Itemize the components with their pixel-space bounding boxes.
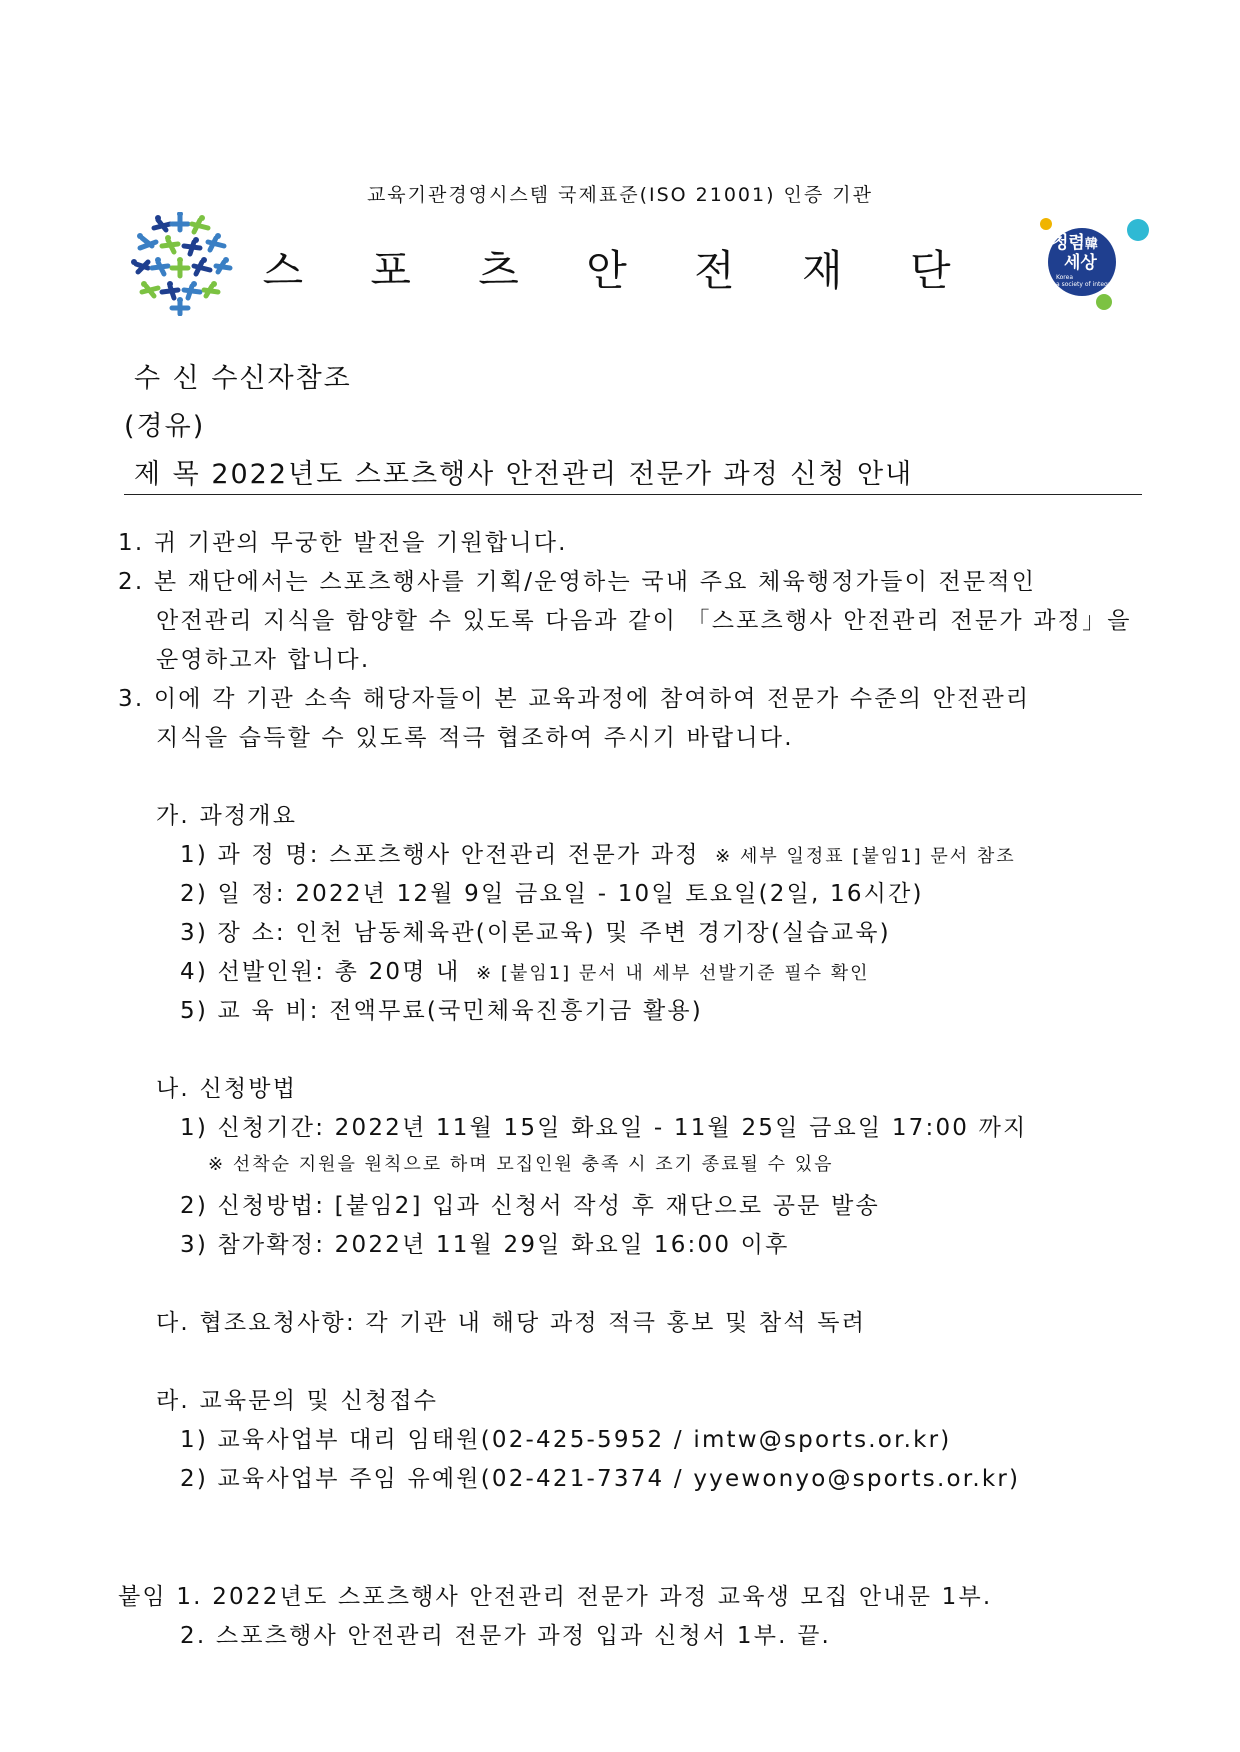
section-na-item-3: 3) 참가확정: 2022년 11월 29일 화요일 16:00 이후 [180, 1232, 790, 1258]
section-ga-item-2: 2) 일 정: 2022년 12월 9일 금요일 - 10일 토요일(2일, 16시간) [180, 881, 924, 907]
section-ra-item-2: 2) 교육사업부 주임 유예원(02-421-7374 / yyewonyo@sports.or.kr) [180, 1466, 1021, 1492]
section-na-item-2: 2) 신청방법: [붙임2] 입과 신청서 작성 후 재단으로 공문 발송 [180, 1193, 880, 1219]
section-ga-item-3: 3) 장 소: 인천 남동체육관(이론교육) 및 주변 경기장(실습교육) [180, 920, 891, 946]
section-ga-item-5: 5) 교 육 비: 전액무료(국민체육진흥기금 활용) [180, 998, 703, 1024]
via-line: (경유) [124, 411, 206, 442]
section-ga-item-1-text: 1) 과 정 명: 스포츠행사 안전관리 전문가 과정 [180, 842, 700, 868]
integrity-logo-word-2: 세상 [1064, 253, 1097, 273]
paragraph-2-line-2: 안전관리 지식을 함양할 수 있도록 다음과 같이 「스포츠행사 안전관리 전문가 과정」을 [156, 608, 1132, 634]
section-ga-item-4 [180, 953, 870, 986]
section-na-item-1-note: ※ 선착순 지원을 원칙으로 하며 모집인원 충족 시 조기 종료될 수 있음 [208, 1154, 834, 1175]
integrity-logo-hanja: 韓 [1084, 237, 1098, 252]
integrity-logo-caption-2: a society of integrity [1056, 281, 1118, 288]
recipient-line: 수 신 수신자참조 [134, 363, 352, 394]
header-divider [124, 494, 1142, 495]
paragraph-3-line-2: 지식을 습득할 수 있도록 적극 협조하여 주시기 바랍니다. [156, 725, 794, 751]
paragraph-1: 1. 귀 기관의 무궁한 발전을 기원합니다. [118, 530, 568, 556]
section-ga-item-1-note: ※ 세부 일정표 [붙임1] 문서 참조 [715, 846, 1016, 867]
subject-line: 제 목 2022년도 스포츠행사 안전관리 전문가 과정 신청 안내 [134, 459, 914, 490]
section-ra-item-1: 1) 교육사업부 대리 임태원(02-425-5952 / imtw@sports.or.kr) [180, 1427, 952, 1453]
integrity-logo-caption-1: Korea [1056, 274, 1074, 281]
attachment-1: 붙임 1. 2022년도 스포츠행사 안전관리 전문가 과정 교육생 모집 안내문 1부. [118, 1584, 993, 1610]
paragraph-3-line-1: 3. 이에 각 기관 소속 해당자들이 본 교육과정에 참여하여 전문가 수준의 안전관리 [118, 686, 1031, 712]
attachment-2: 2. 스포츠행사 안전관리 전문가 과정 입과 신청서 1부. 끝. [180, 1623, 832, 1649]
integrity-logo-icon [1038, 216, 1150, 312]
section-ga-item-4-note: ※ [붙임1] 문서 내 세부 선발기준 필수 확인 [476, 963, 870, 984]
section-da-title: 다. 협조요청사항: 각 기관 내 해당 과정 적극 홍보 및 참석 독려 [156, 1310, 867, 1336]
section-na-item-1: 1) 신청기간: 2022년 11월 15일 화요일 - 11월 25일 금요일 17:00 까지 [180, 1115, 1028, 1141]
integrity-logo-word-1: 청렴 [1052, 233, 1085, 253]
certification-line: 교육기관경영시스템 국제표준(ISO 21001) 인증 기관 [366, 184, 874, 206]
paragraph-2-line-3: 운영하고자 합니다. [156, 647, 371, 673]
section-ga-item-4-text: 4) 선발인원: 총 20명 내 [180, 959, 461, 985]
section-na-title: 나. 신청방법 [156, 1076, 298, 1102]
section-ga-title: 가. 과정개요 [156, 803, 298, 829]
section-ra-title: 라. 교육문의 및 신청접수 [156, 1388, 439, 1414]
organization-title: 스 포 츠 안 전 재 단 [262, 246, 978, 295]
paragraph-2-line-1: 2. 본 재단에서는 스포츠행사를 기획/운영하는 국내 주요 체육행정가들이 전문적인 [118, 569, 1037, 595]
section-ga-item-1 [180, 836, 1016, 869]
